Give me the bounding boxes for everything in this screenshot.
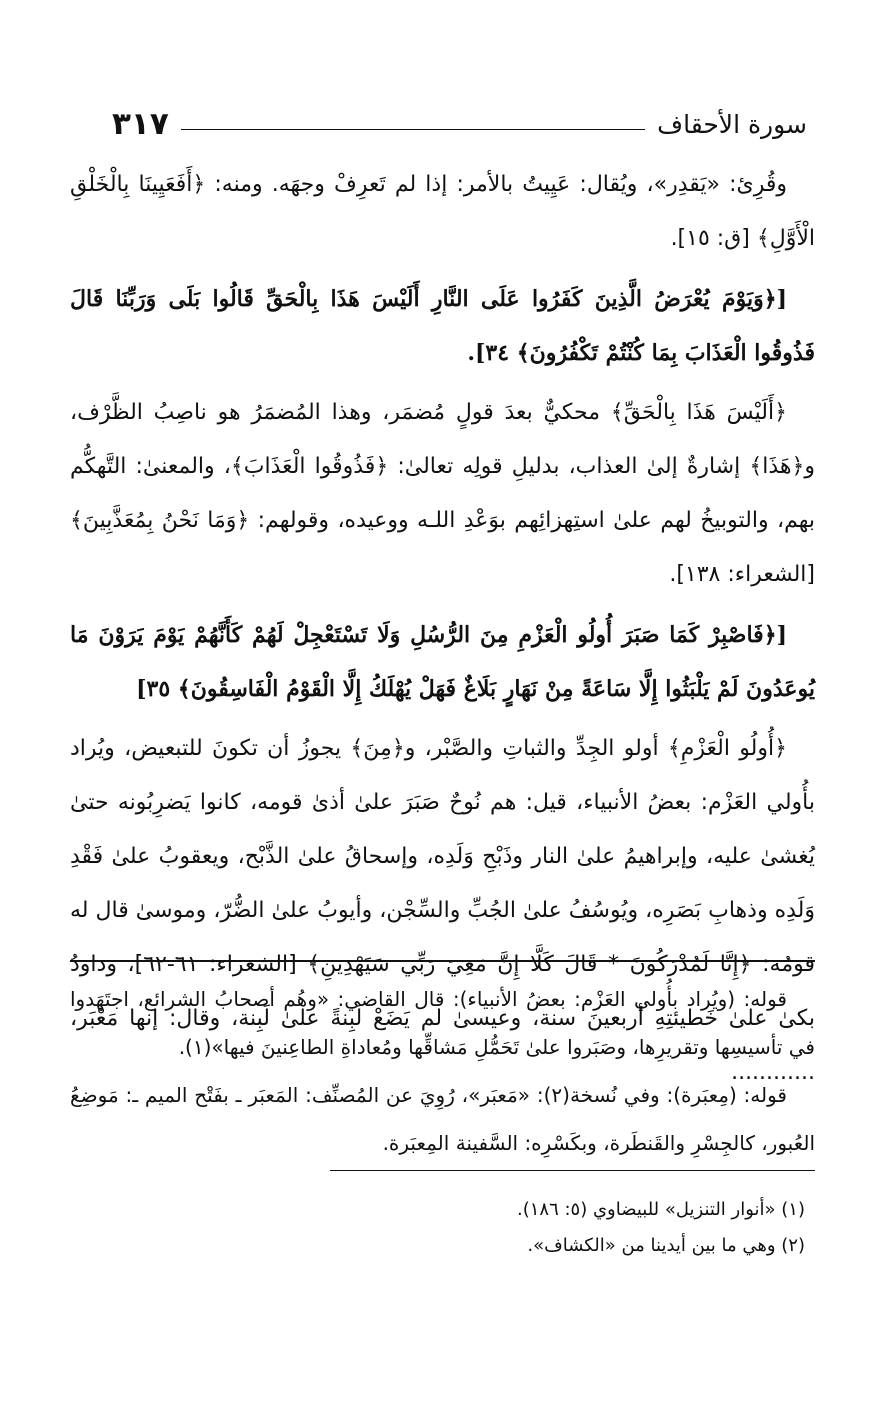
paragraph: وقُرِئ: «يَقدِر»، ويُقال: عَيِيتُ بالأمر: إذا لم تَعرِفْ وجهَه. ومنه: ﴿أَفَعَيِينَا بِالْخَلْقِ الْأَوَّلِ﴾ [ق: ١٥]. [70, 172, 815, 251]
header-rule [181, 129, 645, 130]
quran-verse: [﴿وَيَوْمَ يُعْرَضُ الَّذِينَ كَفَرُوا عَلَى النَّارِ أَلَيْسَ هَذَا بِالْحَقِّ قَالُوا بَلَى وَرَبِّنَا قَالَ فَذُوقُوا الْعَذَابَ بِمَا كُنْتُمْ تَكْفُرُونَ﴾ ٣٤]. [70, 286, 815, 366]
paragraph: ﴿أُولُو الْعَزْمِ﴾ أولو الجِدِّ والثباتِ والصَّبْر، و﴿مِنَ﴾ يجوزُ أن تكونَ للتبعيض، ويُراد بأُولي العَزْم: بعضُ الأنبياء، قيل: هم نُوحٌ صَبَرَ علىٰ أذىٰ قومه، كانوا يَضرِبُونه حتىٰ يُغشىٰ عليه، وإبراهيمُ علىٰ النار وذَبْحِ وَلَدِه، وإسحاقُ علىٰ الذَّبْح، ويعقوبُ علىٰ فَقْدِ وَلَدِه وذهابِ بَصَرِه، ويُوسُفُ علىٰ الجُبِّ والسِّجْن، وأيوبُ علىٰ الضُّرّ، وموسىٰ قال له قومُه: ﴿إِنَّا لَمُدْرَكُونَ * قَالَ كَلَّا إِنَّ مَعِيَ رَبِّي سَيَهْدِينِ﴾ [الشعراء: ٦١-٦٢]، وداودُ بكىٰ علىٰ خَطيئتِهِ أربعينَ سنة، وعيسىٰ لم يَضَعْ لَبِنةً علىٰ لَبِنة، وقال: إنها مَعْبَر، ............ [70, 736, 815, 1085]
quran-verse: [﴿فَاصْبِرْ كَمَا صَبَرَ أُولُو الْعَزْمِ مِنَ الرُّسُلِ وَلَا تَسْتَعْجِلْ لَهُمْ كَأَنَّهُمْ يَوْمَ يَرَوْنَ مَا يُوعَدُونَ لَمْ يَلْبَثُوا إِلَّا سَاعَةً مِنْ نَهَارٍ بَلَاغٌ فَهَلْ يُهْلَكُ إِلَّا الْقَوْمُ الْفَاسِقُونَ﴾ ٣٥] [70, 622, 815, 702]
footnote: (١) «أنوار التنزيل» للبيضاوي (٥: ١٨٦). [516, 1199, 805, 1220]
surah-title: سورة الأحقاف [657, 109, 807, 139]
footnote: (٢) وهي ما بين أيدينا من «الكشاف». [527, 1235, 805, 1256]
paragraph: ﴿أَلَيْسَ هَذَا بِالْحَقِّ﴾ محكيٌّ بعدَ قولٍ مُضمَر، وهذا المُضمَرُ هو ناصِبُ الظَّرْف، و﴿هَذَا﴾ إشارةٌ إلىٰ العذاب، بدليلِ قولِه تعالىٰ: ﴿فَذُوقُوا الْعَذَابَ﴾، والمعنىٰ: التَّهكُّم بهم، والتوبيخُ لهم علىٰ استِهزائِهم بوَعْدِ اللـه ووعيده، وقولهم: ﴿وَمَا نَحْنُ بِمُعَذَّبِينَ﴾ [الشعراء: ١٣٨]. [70, 400, 815, 587]
running-header [112, 104, 807, 144]
footnote-divider [330, 1170, 815, 1171]
footnotes [70, 1192, 815, 1264]
commentary-paragraph: قوله: (ويُراد بأُولي العَزْم: بعضُ الأنبياء): قال القاضي: «وهُم أصحابُ الشرائع، اجتَهَدوا في تأسيسِها وتقريرِها، وصَبَروا علىٰ تَحَمُّلِ مَشاقِّها ومُعاداةِ الطاعِنينَ فيها»(١). [70, 987, 815, 1059]
commentary-paragraph: قوله: (مِعبَرة): وفي نُسخة(٢): «مَعبَر»، رُوِيَ عن المُصنِّف: المَعبَر ـ بفَتْح الميم ـ: مَوضِعُ العُبور، كالجِسْرِ والقَنطَرة، وبكَسْرِه: السَّفينة المِعبَرة. [70, 1083, 815, 1155]
commentary-divider [70, 960, 815, 962]
page-number: ٣١٧ [112, 106, 169, 142]
commentary [70, 975, 815, 1167]
main-text [70, 158, 815, 1100]
